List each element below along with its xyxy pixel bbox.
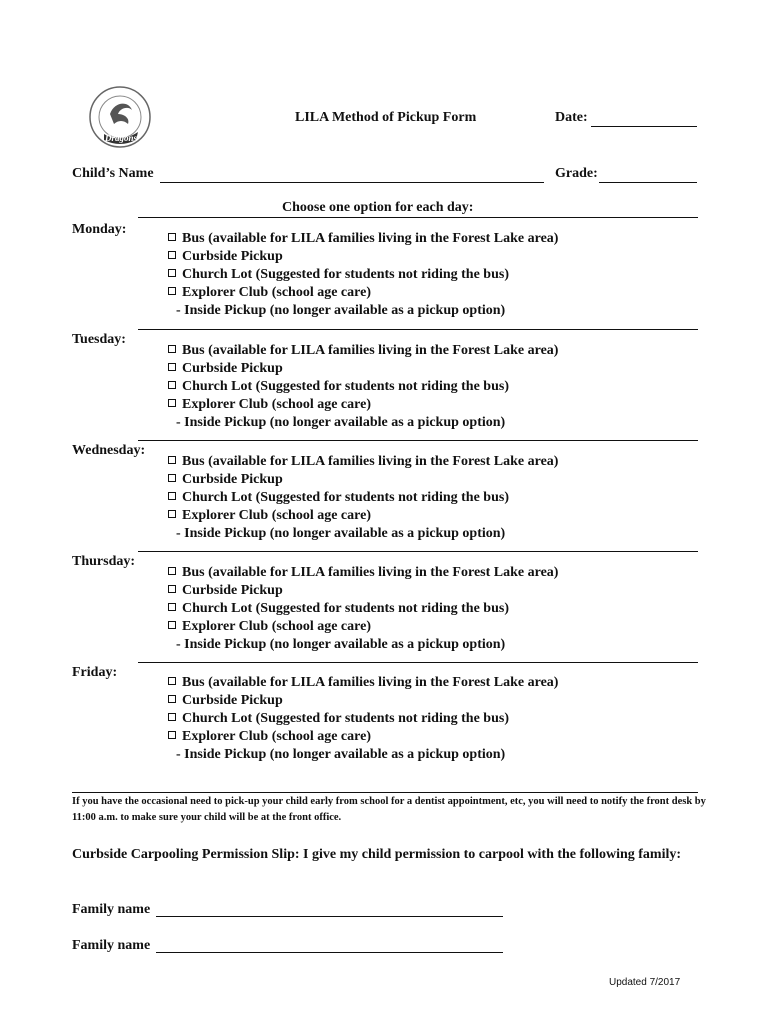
carpool-permission-text: Curbside Carpooling Permission Slip: I give my child permission to carpool with the following family: — [72, 847, 682, 862]
checkbox-icon[interactable] — [168, 399, 176, 407]
option-inside-pickup: - Inside Pickup (no longer available as a pickup option) — [176, 303, 506, 318]
checkbox-icon[interactable] — [168, 492, 176, 500]
checkbox-icon[interactable] — [168, 621, 176, 629]
option-bus[interactable]: Bus (available for LILA families living in the Forest Lake area) — [168, 453, 558, 471]
checkbox-icon[interactable] — [168, 287, 176, 295]
family-name-label: Family name — [72, 902, 151, 917]
checkbox-icon[interactable] — [168, 677, 176, 685]
early-pickup-note: If you have the occasional need to pick-up your child early from school for a dentist appointment, etc, you will need to notify the front desk by 11:00 a.m. to make sure your child will be at the front office. — [72, 796, 706, 823]
option-church-lot[interactable]: Church Lot (Suggested for students not riding the bus) — [168, 378, 558, 396]
day-options-tuesday — [168, 342, 558, 432]
grade-label: Grade: — [555, 166, 598, 181]
day-options-friday — [168, 674, 558, 764]
checkbox-icon[interactable] — [168, 695, 176, 703]
option-bus[interactable]: Bus (available for LILA families living in the Forest Lake area) — [168, 342, 558, 360]
day-label-thursday: Thursday: — [72, 554, 136, 569]
checkbox-icon[interactable] — [168, 474, 176, 482]
day-options-wednesday — [168, 453, 558, 543]
checkbox-icon[interactable] — [168, 345, 176, 353]
updated-date: Updated 7/2017 — [609, 977, 681, 988]
day-divider — [138, 551, 698, 552]
option-inside-pickup: - Inside Pickup (no longer available as a pickup option) — [176, 526, 506, 541]
option-explorer-club[interactable]: Explorer Club (school age care) — [168, 618, 558, 636]
day-label-monday: Monday: — [72, 222, 127, 237]
option-church-lot[interactable]: Church Lot (Suggested for students not riding the bus) — [168, 266, 558, 284]
option-curbside[interactable]: Curbside Pickup — [168, 471, 558, 489]
date-label: Date: — [555, 110, 588, 125]
day-options-monday — [168, 230, 558, 320]
option-inside-pickup: - Inside Pickup (no longer available as a pickup option) — [176, 415, 506, 430]
option-curbside[interactable]: Curbside Pickup — [168, 582, 558, 600]
child-name-field[interactable] — [160, 182, 544, 183]
day-divider — [138, 440, 698, 441]
option-bus[interactable]: Bus (available for LILA families living in the Forest Lake area) — [168, 564, 558, 582]
logo-text: Dragons — [104, 133, 138, 143]
checkbox-icon[interactable] — [168, 713, 176, 721]
option-curbside[interactable]: Curbside Pickup — [168, 692, 558, 710]
form-title: LILA Method of Pickup Form — [295, 110, 477, 125]
note-divider — [72, 792, 698, 793]
grade-field[interactable] — [599, 182, 697, 183]
checkbox-icon[interactable] — [168, 269, 176, 277]
checkbox-icon[interactable] — [168, 731, 176, 739]
family-name-field[interactable] — [156, 952, 503, 953]
checkbox-icon[interactable] — [168, 456, 176, 464]
day-label-wednesday: Wednesday: — [72, 443, 146, 458]
option-curbside[interactable]: Curbside Pickup — [168, 248, 558, 266]
option-explorer-club[interactable]: Explorer Club (school age care) — [168, 396, 558, 414]
option-church-lot[interactable]: Church Lot (Suggested for students not riding the bus) — [168, 600, 558, 618]
checkbox-icon[interactable] — [168, 233, 176, 241]
option-church-lot[interactable]: Church Lot (Suggested for students not riding the bus) — [168, 489, 558, 507]
option-inside-pickup: - Inside Pickup (no longer available as a pickup option) — [176, 747, 506, 762]
option-explorer-club[interactable]: Explorer Club (school age care) — [168, 728, 558, 746]
day-divider — [138, 329, 698, 330]
family-name-field[interactable] — [156, 916, 503, 917]
option-explorer-club[interactable]: Explorer Club (school age care) — [168, 507, 558, 525]
checkbox-icon[interactable] — [168, 381, 176, 389]
day-options-thursday — [168, 564, 558, 654]
day-label-tuesday: Tuesday: — [72, 332, 126, 347]
day-label-friday: Friday: — [72, 665, 118, 680]
child-name-label: Child’s Name — [72, 166, 154, 181]
day-divider — [138, 217, 698, 218]
date-field[interactable] — [591, 126, 697, 127]
checkbox-icon[interactable] — [168, 567, 176, 575]
day-divider — [138, 662, 698, 663]
checkbox-icon[interactable] — [168, 251, 176, 259]
option-church-lot[interactable]: Church Lot (Suggested for students not riding the bus) — [168, 710, 558, 728]
family-name-label: Family name — [72, 938, 151, 953]
checkbox-icon[interactable] — [168, 585, 176, 593]
checkbox-icon[interactable] — [168, 603, 176, 611]
option-bus[interactable]: Bus (available for LILA families living in the Forest Lake area) — [168, 674, 558, 692]
option-explorer-club[interactable]: Explorer Club (school age care) — [168, 284, 558, 302]
option-bus[interactable]: Bus (available for LILA families living in the Forest Lake area) — [168, 230, 558, 248]
checkbox-icon[interactable] — [168, 510, 176, 518]
option-inside-pickup: - Inside Pickup (no longer available as a pickup option) — [176, 637, 506, 652]
option-curbside[interactable]: Curbside Pickup — [168, 360, 558, 378]
school-logo — [74, 84, 166, 154]
instructions: Choose one option for each day: — [282, 200, 474, 215]
checkbox-icon[interactable] — [168, 363, 176, 371]
